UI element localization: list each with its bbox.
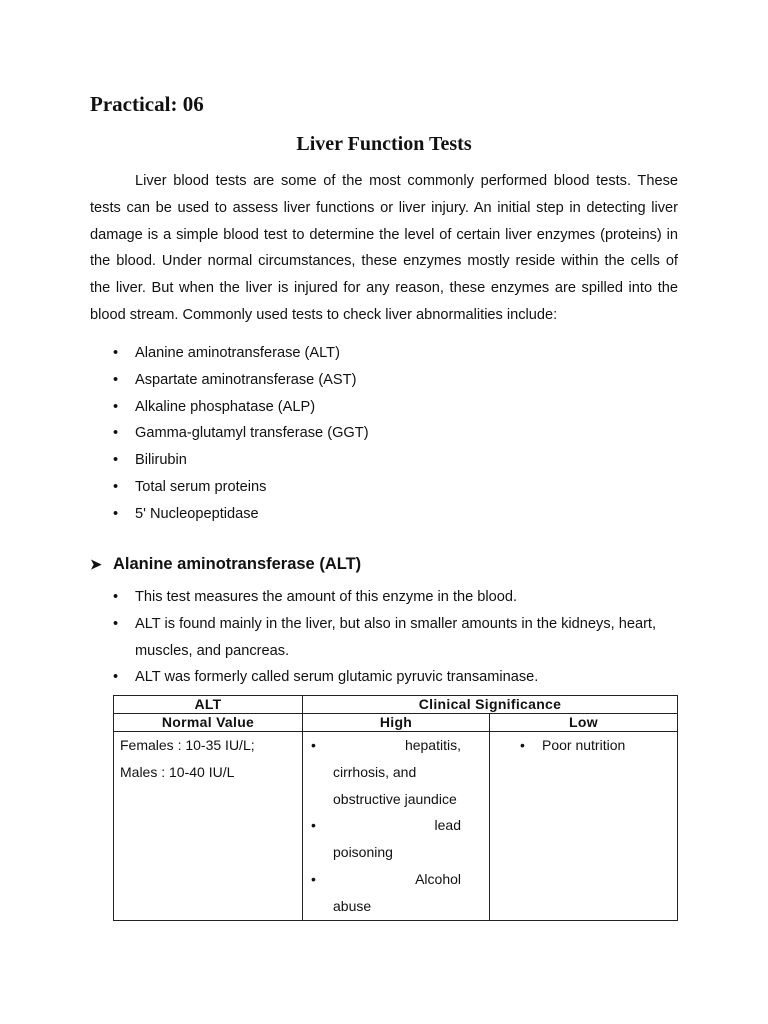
table-header-row [114,696,678,714]
section-title: Alanine aminotransferase (ALT) [113,555,362,573]
list-item: • Alcohol abuse [303,866,489,920]
table-subheader-row [114,714,678,732]
bullet-icon: • [113,371,119,388]
normal-value-female: Females : 10-35 IU/L; [120,737,255,753]
list-item: • ALT was formerly called serum glutamic pyruvic transaminase. [135,664,680,691]
bullet-icon: • [113,589,119,605]
low-causes-list [490,732,677,759]
alt-significance-table [113,695,678,921]
list-item: • Bilirubin [135,447,695,474]
bullet-icon: • [113,505,119,522]
bullet-icon: • [113,398,119,415]
bullet-icon: • [311,817,316,834]
header-clinical-significance: Clinical Significance [303,696,678,714]
liver-test-list [113,340,695,528]
list-item: • hepatitis, cirrhosis, and obstructive jaundice [303,732,489,812]
list-item: • Alkaline phosphatase (ALP) [135,394,695,421]
bullet-icon: • [113,669,119,686]
normal-value-male: Males : 10-40 IU/L [120,764,235,780]
header-normal-value: Normal Value [114,714,303,732]
bullet-icon: • [311,737,316,753]
list-item: • Poor nutrition [490,732,677,759]
list-item: • Alanine aminotransferase (ALT) [135,340,695,367]
list-item: • lead poisoning [303,812,489,866]
bullet-icon: • [113,345,119,361]
bullet-icon: • [113,615,119,632]
high-cell [303,732,490,921]
bullet-icon: • [113,425,119,442]
bullet-icon: • [520,737,525,753]
low-cell [490,732,678,921]
list-item: • Gamma-glutamyl transferase (GGT) [135,420,695,447]
alt-facts-list [113,584,680,691]
bullet-icon: • [113,478,119,495]
list-item: • ALT is found mainly in the liver, but also in smaller amounts in the kidneys, heart, muscles, and pancreas. [135,611,680,665]
list-item: • This test measures the amount of this enzyme in the blood. [135,584,680,611]
normal-value-cell [114,732,303,921]
bullet-icon: • [113,452,119,469]
practical-heading: Practical: 06 [90,92,204,116]
list-item: • 5' Nucleopeptidase [135,501,695,528]
table-row [114,732,678,921]
section-heading-alt [90,555,361,574]
header-alt: ALT [114,696,303,714]
arrow-bullet-icon: ➤ [90,556,102,572]
list-item: • Aspartate aminotransferase (AST) [135,367,695,394]
high-causes-list [303,732,489,920]
page-title: Liver Function Tests [296,133,472,155]
list-item: • Total serum proteins [135,474,695,501]
intro-paragraph: Liver blood tests are some of the most commonly performed blood tests. These tests can be used to assess liver functions or liver injury. An initial step in detecting liver damage is a simple blood test to determine the level of certain liver enzymes (proteins) in the blood. Under normal circumstances, these enzymes mostly reside within the cells of the liver. But when the liver is injured for any reason, these enzymes are spilled into the blood stream. Commonly used tests to check liver abnormalities include: [90,173,678,323]
header-high: High [303,714,490,732]
header-low: Low [490,714,678,732]
bullet-icon: • [311,870,316,887]
